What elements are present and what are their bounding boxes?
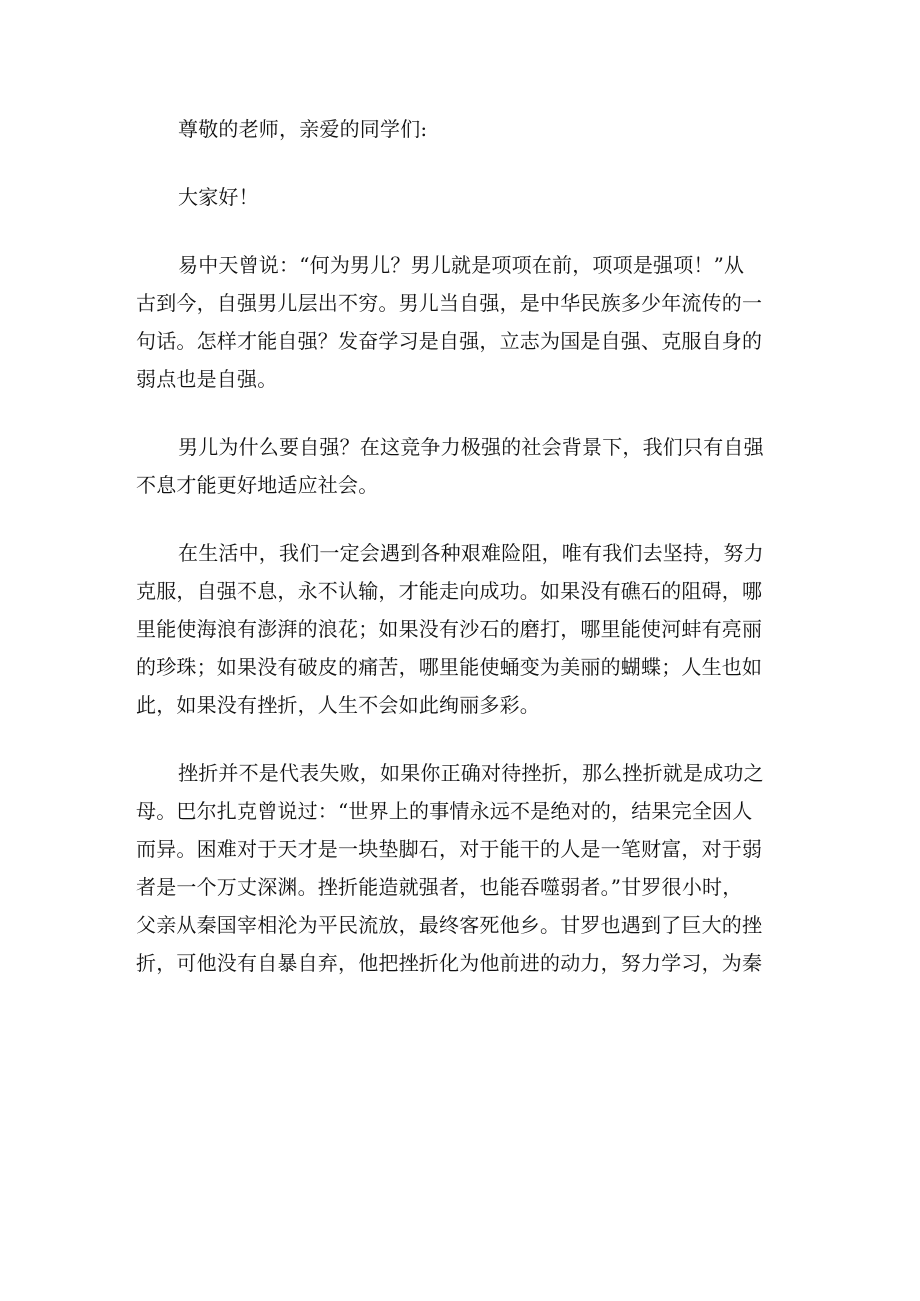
text-line: 古到今，自强男儿层出不穷。男儿当自强，是中华民族多少年流传的一 xyxy=(136,291,763,315)
text-line: 而异。困难对于天才是一块垫脚石，对于能干的人是一笔财富，对于弱 xyxy=(136,837,763,861)
text-line: 父亲从秦国宰相沦为平民流放，最终客死他乡。甘罗也遇到了巨大的挫 xyxy=(136,913,763,937)
text-line: 弱点也是自强。 xyxy=(136,367,278,391)
text-line: 折，可他没有自暴自弃，他把挫折化为他前进的动力，努力学习，为秦 xyxy=(136,951,763,975)
paragraph-salutation xyxy=(136,110,772,148)
paragraph-yi-zhongtian-quote xyxy=(136,246,772,398)
text-line: 里能使海浪有澎湃的浪花；如果没有沙石的磨打，哪里能使河蚌有亮丽 xyxy=(136,617,763,641)
text-line: 此，如果没有挫折，人生不会如此绚丽多彩。 xyxy=(136,693,540,717)
text-line: 克服，自强不息，永不认输，才能走向成功。如果没有礁石的阻碍，哪 xyxy=(136,579,763,603)
text-line: 挫折并不是代表失败，如果你正确对待挫折，那么挫折就是成功之 xyxy=(178,761,764,785)
text-line: 易中天曾说：“何为男儿？男儿就是项项在前，项项是强项！”从 xyxy=(178,253,745,277)
text-line: 尊敬的老师，亲爱的同学们: xyxy=(178,117,428,141)
text-line: 母。巴尔扎克曾说过：“世界上的事情永远不是绝对的，结果完全因人 xyxy=(136,799,753,823)
paragraph-why-self-strengthen xyxy=(136,428,772,504)
document-body xyxy=(136,110,772,1012)
text-line: 句话。怎样才能自强？发奋学习是自强，立志为国是自强、克服自身的 xyxy=(136,329,763,353)
text-line: 的珍珠；如果没有破皮的痛苦，哪里能使蛹变为美丽的蝴蝶；人生也如 xyxy=(136,655,763,679)
text-line: 在生活中，我们一定会遇到各种艰难险阻，唯有我们去坚持，努力 xyxy=(178,541,764,565)
text-line: 大家好！ xyxy=(178,185,259,209)
text-line: 男儿为什么要自强？在这竞争力极强的社会背景下，我们只有自强 xyxy=(178,435,764,459)
paragraph-setbacks xyxy=(136,754,772,982)
paragraph-life-hardships xyxy=(136,534,772,724)
text-line: 者是一个万丈深渊。挫折能造就强者，也能吞噬弱者。”甘罗很小时， xyxy=(136,875,743,899)
paragraph-greeting xyxy=(136,178,772,216)
text-line: 不息才能更好地适应社会。 xyxy=(136,473,379,497)
